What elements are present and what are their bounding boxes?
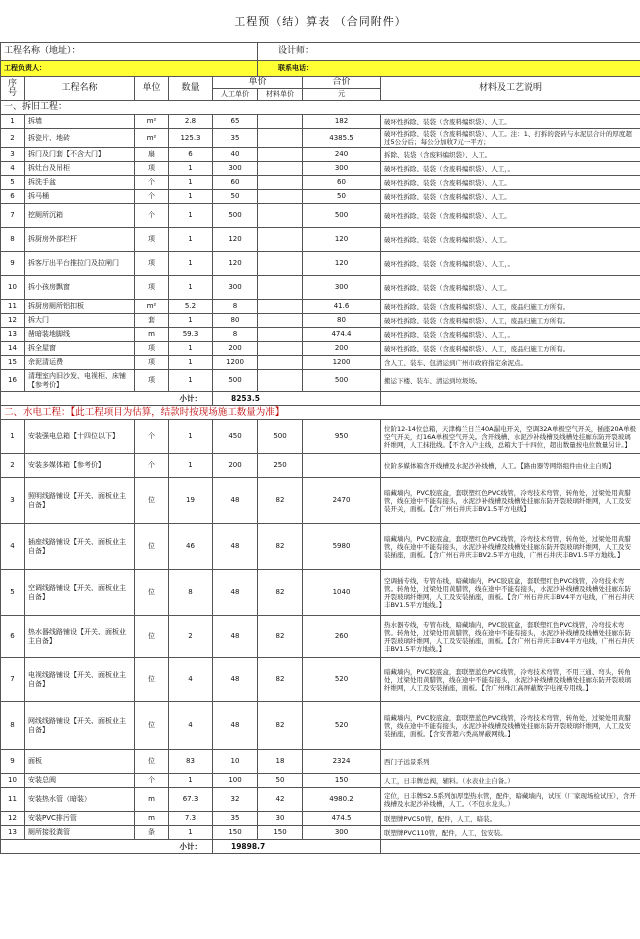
row-no: 4 [1,162,25,176]
row-total: 520 [303,658,381,702]
row-name: 安装PVC排污管 [25,812,135,826]
table-row [1,228,640,252]
row-unit: 扇 [135,148,169,162]
row-qty: 67.3 [169,788,213,812]
row-material-price [258,129,303,148]
table-row [1,129,640,148]
row-total: 41.6 [303,300,381,314]
row-no: 12 [1,314,25,328]
row-material-price: 82 [258,616,303,658]
row-qty: 59.3 [169,328,213,342]
header-total: 合价 [303,77,381,89]
row-material-price [258,190,303,204]
row-material-price [258,115,303,129]
designer-label: 设计师： [258,43,640,61]
row-total: 500 [303,204,381,228]
row-labor-price: 8 [213,328,258,342]
row-desc: 位阶12-14位总箱，天津梅兰日兰40A漏电开关，空调32A单极空气开关，插座20A单极空气开关，灯16A单极空气开关。含开线槽、水泥沙补线槽及线槽处挂廊东防开裂玻璃纤维网，人工抹批线。【不含入户主线，总箱大于十四位，超出数量按电位数量另计。】 [381,420,640,454]
row-name: 拆灶台及吊柜 [25,162,135,176]
row-name: 凿暗装地脚线 [25,328,135,342]
row-desc: 暗藏墙内，PVC胶底盒，套联塑红色PVC线管，冷弯技术弯管，转角处，过梁处用黄腊管，线在途中不能有接头，水泥沙补线槽及线槽处挂廊东防开裂玻璃纤维网，人工及安装插座，面板。【含广州石井庆丰BV2.5平方电线，广州石井庆丰BV1.5平方地线。】 [381,524,640,570]
row-unit: 项 [135,276,169,300]
row-qty: 4 [169,658,213,702]
row-total: 5980 [303,524,381,570]
header-desc: 材料及工艺说明 [381,77,640,101]
row-name: 挖厕所沉箱 [25,204,135,228]
row-total: 200 [303,342,381,356]
row-total: 150 [303,774,381,788]
row-unit: 个 [135,204,169,228]
row-desc: 空调插专线，专管布线，暗藏墙内，PVC胶底盒，套联塑红色PVC线管，冷弯技术弯管。转角处，过梁处用黄腊管，线在途中不能有接头，水泥沙补线槽及线槽处挂廊东防开裂玻璃纤维网，人工及安装插座，面板。【含广州石井庆丰BV4平方电线，广州石井庆丰BV1.5平方地线。】 [381,570,640,616]
row-material-price: 30 [258,812,303,826]
row-name: 安装强电总箱【十四位以下】 [25,420,135,454]
row-desc: 破坏性拆除、装袋（含废料编织袋）、人工。 [381,276,640,300]
row-name: 清理室内旧沙发、电视柜、床铺【参考价】 [25,370,135,392]
row-unit: 项 [135,162,169,176]
row-total: 260 [303,616,381,658]
row-total: 520 [303,702,381,750]
table-row [1,788,640,812]
row-name: 网线线路铺设【开关、面板业主自备】 [25,702,135,750]
table-row [1,342,640,356]
row-total: 300 [303,276,381,300]
table-row [1,204,640,228]
row-labor-price: 1200 [213,356,258,370]
row-total: 2324 [303,750,381,774]
row-qty: 1 [169,420,213,454]
row-material-price: 42 [258,788,303,812]
row-total: 182 [303,115,381,129]
row-unit: 个 [135,420,169,454]
row-unit: m [135,812,169,826]
row-material-price: 82 [258,702,303,750]
table-row [1,252,640,276]
row-qty: 46 [169,524,213,570]
row-total: 120 [303,252,381,276]
page-title: 工程预（结）算表 （合同附件） [234,14,407,28]
table-row [1,616,640,658]
header-unit-price: 单价 [213,77,303,89]
row-no: 6 [1,616,25,658]
row-qty: 6 [169,148,213,162]
row-unit: 项 [135,356,169,370]
table-row [1,314,640,328]
row-qty: 1 [169,356,213,370]
row-no: 2 [1,129,25,148]
section-title-plumbing-electric: 二、水电工程：【此工程项目为估算，结款时按现场施工数量为准】 [1,406,640,420]
row-name: 拆大门 [25,314,135,328]
row-labor-price: 50 [213,190,258,204]
table-row [1,148,640,162]
table-row [1,115,640,129]
row-unit: 项 [135,370,169,392]
row-desc: 含人工、装车、包清运到广州市政府指定余泥点。 [381,356,640,370]
row-unit: 位 [135,702,169,750]
row-no: 7 [1,658,25,702]
header-no: 序号 [1,77,25,101]
row-qty: 1 [169,826,213,840]
row-unit: 位 [135,658,169,702]
table-row [1,276,640,300]
row-labor-price: 40 [213,148,258,162]
row-no: 5 [1,176,25,190]
row-qty: 19 [169,478,213,524]
row-name: 拆瓷片、地砖 [25,129,135,148]
row-total: 50 [303,190,381,204]
header-total-unit: 元 [303,89,381,101]
row-total: 300 [303,826,381,840]
row-desc: 联塑牌PVC110管，配件，人工，包安装。 [381,826,640,840]
row-labor-price: 300 [213,276,258,300]
row-labor-price: 32 [213,788,258,812]
row-desc: 破坏性拆除、装袋（含废料编织袋）、人工，废品归施工方所有。 [381,300,640,314]
header-qty: 数量 [169,77,213,101]
row-material-price [258,148,303,162]
manager-label: 工程负责人： [1,61,258,77]
row-material-price: 82 [258,658,303,702]
subtotal-value: 8253.5 [213,392,381,406]
row-material-price [258,162,303,176]
row-no: 4 [1,524,25,570]
row-total: 240 [303,148,381,162]
row-total: 4980.2 [303,788,381,812]
subtotal-label: 小计： [1,840,213,854]
header-name: 工程名称 [25,77,135,101]
row-desc: 破坏性拆除、装袋（含废料编织袋）、人工，废品归施工方所有。 [381,342,640,356]
table-row [1,176,640,190]
row-desc: 破坏性拆除、装袋（含废料编织袋）、人工。 [381,190,640,204]
row-material-price: 150 [258,826,303,840]
row-no: 7 [1,204,25,228]
row-name: 余泥清运费 [25,356,135,370]
header-material-price: 材料单价 [258,89,303,101]
row-desc: 联塑牌PVC50管，配件，人工，暗装。 [381,812,640,826]
row-desc: 拆除、装袋（含废料编织袋）、人工。 [381,148,640,162]
row-name: 安装总阀 [25,774,135,788]
row-unit: 位 [135,524,169,570]
row-qty: 1 [169,774,213,788]
table-row [1,524,640,570]
row-labor-price: 48 [213,524,258,570]
row-unit: 个 [135,774,169,788]
row-qty: 4 [169,702,213,750]
table-row [1,356,640,370]
row-unit: 位 [135,570,169,616]
row-material-price: 82 [258,478,303,524]
row-no: 6 [1,190,25,204]
row-labor-price: 120 [213,228,258,252]
header-labor-price: 人工单价 [213,89,258,101]
row-material-price [258,342,303,356]
project-name-label: 工程名称（地址）： [1,43,258,61]
row-qty: 125.3 [169,129,213,148]
row-desc: 搬运下楼、装车、清运到垃圾场。 [381,370,640,392]
row-labor-price: 450 [213,420,258,454]
row-labor-price: 60 [213,176,258,190]
row-unit: 项 [135,252,169,276]
row-material-price [258,328,303,342]
row-name: 拆门及门套【不含大门】 [25,148,135,162]
row-unit: m² [135,300,169,314]
row-qty: 2 [169,616,213,658]
row-name: 厕所接驳粪管 [25,826,135,840]
row-unit: m [135,328,169,342]
row-unit: 位 [135,750,169,774]
row-material-price [258,176,303,190]
row-material-price: 18 [258,750,303,774]
row-unit: 个 [135,190,169,204]
row-name: 拆厨房外部栏杆 [25,228,135,252]
row-labor-price: 100 [213,774,258,788]
row-labor-price: 8 [213,300,258,314]
row-qty: 7.3 [169,812,213,826]
row-desc: 人工，日丰牌总阀，辅料。（水表业主自备。） [381,774,640,788]
row-total: 474.5 [303,812,381,826]
row-no: 10 [1,276,25,300]
row-desc: 破坏性拆除、装袋（含废料编织袋）、人工。 [381,115,640,129]
table-row [1,162,640,176]
header-unit: 单位 [135,77,169,101]
row-name: 面板 [25,750,135,774]
row-unit: m² [135,115,169,129]
row-total: 500 [303,370,381,392]
row-desc: 热水器专线，专管布线，暗藏墙内，PVC胶底盒，套联塑红色PVC线管，冷弯技术弯管。转角处，过梁处用黄腊管，线在途中不能有接头，水泥沙补线槽及线槽处挂廊东防开裂玻璃纤维网，人工及安装插座，面板。【含广州石井庆丰BV4平方电线，广州石井庆丰BV1.5平方地线。】 [381,616,640,658]
row-total: 4385.5 [303,129,381,148]
row-qty: 1 [169,314,213,328]
row-no: 3 [1,478,25,524]
row-desc: 暗藏墙内，PVC胶底盒，套联塑红色PVC线管，冷弯技术弯管，转角处，过梁处用黄腊管，线在途中不能有接头，水泥沙补线槽及线槽处挂廊东防开裂玻璃纤维网，人工及安装开关，面板。【含广州石井庆丰BV1.5平方电线】 [381,478,640,524]
row-unit: 个 [135,176,169,190]
table-row [1,570,640,616]
section-title-demolition: 一、拆旧工程： [1,101,640,115]
row-name: 拆厨房厕所铝扣板 [25,300,135,314]
row-labor-price: 35 [213,129,258,148]
row-name: 热水器线路铺设【开关、面板业主自备】 [25,616,135,658]
row-qty: 5.2 [169,300,213,314]
row-name: 安装热水管（暗装） [25,788,135,812]
row-no: 14 [1,342,25,356]
row-unit: m² [135,129,169,148]
row-name: 拆小孩房飘窗 [25,276,135,300]
row-desc: 破坏性拆除、装袋（含废料编织袋）、人工。 [381,204,640,228]
table-row [1,420,640,454]
row-name: 空调线路铺设【开关、面板业主自备】 [25,570,135,616]
row-name: 拆洗手盆 [25,176,135,190]
row-name: 拆墙 [25,115,135,129]
row-no: 3 [1,148,25,162]
row-no: 5 [1,570,25,616]
table-row [1,370,640,392]
row-unit: 项 [135,342,169,356]
row-total: 300 [303,162,381,176]
subtotal-label: 小计： [1,392,213,406]
row-qty: 1 [169,276,213,300]
row-desc: 破坏性拆除、装袋（含废料编织袋）、人工，。 [381,328,640,342]
row-qty: 1 [169,370,213,392]
row-material-price [258,356,303,370]
row-no: 8 [1,228,25,252]
row-qty: 2.8 [169,115,213,129]
table-row [1,478,640,524]
row-no: 1 [1,115,25,129]
row-unit: 位 [135,616,169,658]
row-name: 拆全屋窗 [25,342,135,356]
row-name: 电视线路铺设【开关、面板业主自备】 [25,658,135,702]
row-no: 10 [1,774,25,788]
row-qty: 1 [169,228,213,252]
row-qty: 1 [169,162,213,176]
row-material-price: 50 [258,774,303,788]
row-no: 8 [1,702,25,750]
row-qty: 8 [169,570,213,616]
row-unit: 位 [135,478,169,524]
row-total: 1200 [303,356,381,370]
row-desc: 破坏性拆除、装袋（含废料编织袋）、人工。 [381,176,640,190]
table-row [1,300,640,314]
row-labor-price: 500 [213,370,258,392]
row-desc: 破坏性拆除、装袋（含废料编织袋）、人工。注：1、打拆的瓷砖与水泥层合计的厚度超过5公分后；每公分加收7元一平方； [381,129,640,148]
row-total [303,454,381,478]
row-no: 12 [1,812,25,826]
row-desc: 定位，日丰牌S2.5系列加厚型热水管，配件，暗藏墙内，试压（厂家现场检试压），含开线槽及水泥沙补线槽，人工。（不包水龙头。） [381,788,640,812]
row-labor-price: 48 [213,478,258,524]
row-labor-price: 200 [213,342,258,356]
row-labor-price: 48 [213,570,258,616]
row-no: 1 [1,420,25,454]
row-material-price [258,300,303,314]
row-unit: 套 [135,314,169,328]
table-row [1,454,640,478]
table-row [1,702,640,750]
row-no: 9 [1,750,25,774]
row-desc: 破坏性拆除、装袋（含废料编织袋）、人工，。 [381,162,640,176]
row-total: 950 [303,420,381,454]
row-total: 2470 [303,478,381,524]
row-unit: 项 [135,228,169,252]
row-material-price: 82 [258,524,303,570]
row-desc: 位阶多媒体箱含开线槽及水泥沙补线槽，人工。【路由器等网络组件由业主自购】 [381,454,640,478]
row-qty: 1 [169,252,213,276]
row-labor-price: 48 [213,702,258,750]
row-total: 474.4 [303,328,381,342]
row-labor-price: 150 [213,826,258,840]
row-labor-price: 65 [213,115,258,129]
row-no: 15 [1,356,25,370]
row-desc: 暗藏墙内，PVC胶底盒，套联塑蓝色PVC线管，冷弯技术弯管，不用三通、弯头，转角处，过梁处用黄腊管，线在途中不能有接头，水泥沙补线槽及线槽处挂廊东防开裂玻璃纤维网，人工及安装插座，面板。【含广州珠江高屏蔽数字电视专用线。】 [381,658,640,702]
row-material-price: 250 [258,454,303,478]
row-name: 拆客厅出平台推拉门及拉闸门 [25,252,135,276]
row-no: 16 [1,370,25,392]
contact-label: 联系电话： [258,61,640,77]
row-material-price [258,314,303,328]
table-row [1,190,640,204]
row-desc: 破坏性拆除、装袋（含废料编织袋）、人工，废品归施工方所有。 [381,314,640,328]
row-qty: 1 [169,342,213,356]
row-total: 120 [303,228,381,252]
row-qty: 1 [169,190,213,204]
row-labor-price: 300 [213,162,258,176]
row-no: 2 [1,454,25,478]
row-name: 照明线路铺设【开关、面板业主自备】 [25,478,135,524]
row-material-price [258,370,303,392]
row-unit: m [135,788,169,812]
row-material-price: 500 [258,420,303,454]
row-qty: 1 [169,176,213,190]
table-row [1,750,640,774]
row-qty: 83 [169,750,213,774]
row-labor-price: 10 [213,750,258,774]
subtotal-value: 19898.7 [213,840,381,854]
row-labor-price: 35 [213,812,258,826]
table-row [1,812,640,826]
row-material-price [258,228,303,252]
table-row [1,658,640,702]
row-material-price [258,204,303,228]
row-desc: 破坏性拆除、装袋（含废料编织袋）、人工，。 [381,252,640,276]
row-qty: 1 [169,204,213,228]
row-desc: 破坏性拆除、装袋（含废料编织袋）、人工。 [381,228,640,252]
row-material-price [258,276,303,300]
row-labor-price: 48 [213,616,258,658]
row-desc: 西门子远景系列 [381,750,640,774]
row-total: 1040 [303,570,381,616]
row-total: 60 [303,176,381,190]
row-labor-price: 80 [213,314,258,328]
row-total: 80 [303,314,381,328]
row-no: 13 [1,826,25,840]
row-qty: 1 [169,454,213,478]
row-labor-price: 120 [213,252,258,276]
row-no: 11 [1,300,25,314]
table-row [1,774,640,788]
row-name: 插座线路铺设【开关、面板业主自备】 [25,524,135,570]
row-unit: 条 [135,826,169,840]
row-material-price: 82 [258,570,303,616]
table-row [1,826,640,840]
row-desc: 暗藏墙内，PVC胶底盒，套联塑蓝色PVC线管，冷弯技术弯管，转角处，过梁处用黄腊管，线在途中不能有接头，水泥沙补线槽及线槽处挂廊东防开裂玻璃纤维网，人工及安装插座，面板。【含安普超六类高屏蔽网线。】 [381,702,640,750]
row-no: 11 [1,788,25,812]
row-name: 安装多媒体箱【参考价】 [25,454,135,478]
row-unit: 个 [135,454,169,478]
row-labor-price: 48 [213,658,258,702]
row-no: 13 [1,328,25,342]
row-labor-price: 500 [213,204,258,228]
row-no: 9 [1,252,25,276]
row-material-price [258,252,303,276]
table-row [1,328,640,342]
row-name: 拆马桶 [25,190,135,204]
row-labor-price: 200 [213,454,258,478]
